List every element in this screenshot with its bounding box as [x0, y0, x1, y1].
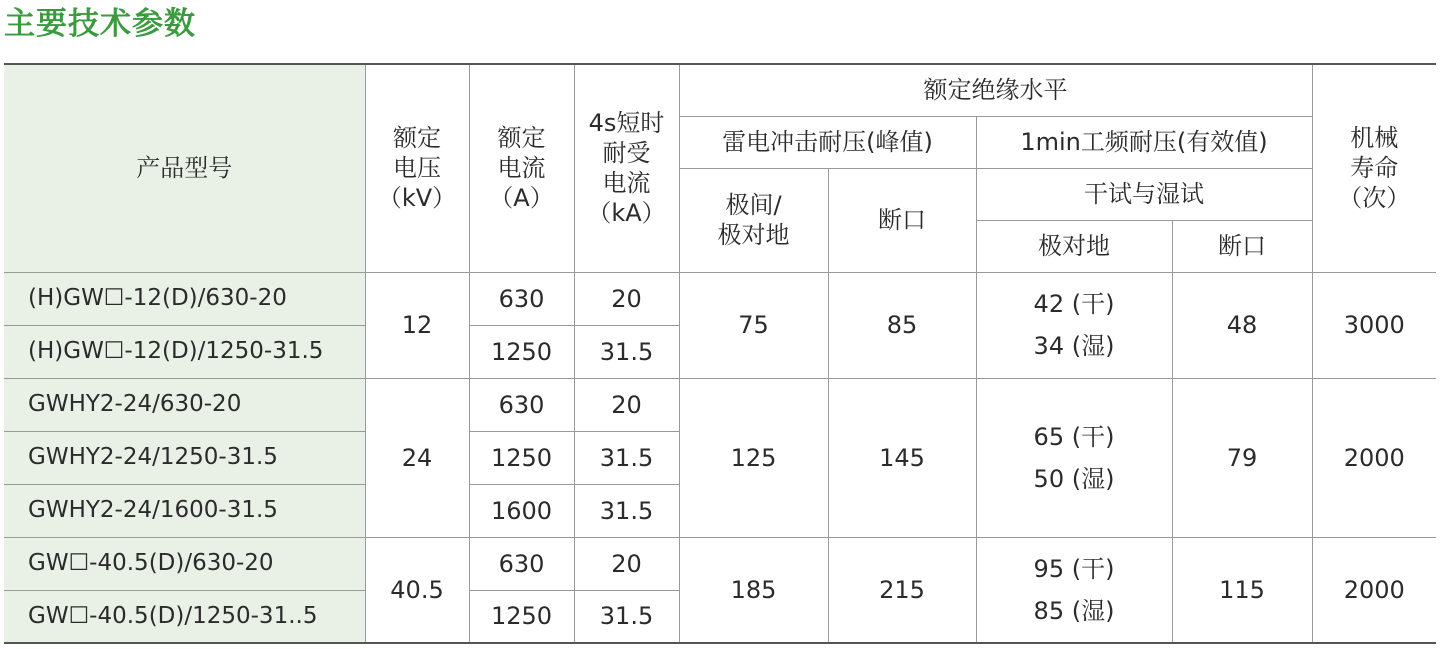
rated-current-cell: 1250	[469, 431, 574, 484]
lightning-pole-cell: 75	[679, 272, 828, 378]
short-time-current-cell: 31.5	[574, 431, 679, 484]
header-power-frequency: 1min工频耐压(有效值)	[976, 116, 1312, 168]
model-cell: GW☐-40.5(D)/1250-31..5	[4, 590, 365, 643]
lightning-break-cell: 145	[828, 378, 976, 537]
model-cell: GW☐-40.5(D)/630-20	[4, 537, 365, 590]
short-time-current-cell: 20	[574, 272, 679, 325]
lightning-break-cell: 215	[828, 537, 976, 643]
rated-current-cell: 1600	[469, 484, 574, 537]
spec-table	[4, 63, 1436, 644]
rated-current-cell: 630	[469, 272, 574, 325]
lightning-pole-cell: 185	[679, 537, 828, 643]
mech-life-cell: 3000	[1312, 272, 1436, 378]
short-time-current-cell: 20	[574, 378, 679, 431]
short-time-current-cell: 31.5	[574, 484, 679, 537]
rated-voltage-cell: 12	[365, 272, 469, 378]
pf-break-cell: 115	[1172, 537, 1312, 643]
header-mechanical-life: 机械 寿命 （次）	[1312, 64, 1436, 272]
pf-break-cell: 48	[1172, 272, 1312, 378]
header-insulation-level: 额定绝缘水平	[679, 64, 1312, 116]
pf-pole-cell: 42 (干) 34 (湿)	[976, 272, 1172, 378]
pf-break-cell: 79	[1172, 378, 1312, 537]
rated-current-cell: 630	[469, 537, 574, 590]
lightning-break-cell: 85	[828, 272, 976, 378]
header-model: 产品型号	[4, 64, 365, 272]
model-cell: (H)GW☐-12(D)/1250-31.5	[4, 325, 365, 378]
header-pole-to-earth-pf: 极对地	[976, 220, 1172, 272]
short-time-current-cell: 20	[574, 537, 679, 590]
header-rated-current: 额定 电流 （A）	[469, 64, 574, 272]
model-cell: GWHY2-24/1600-31.5	[4, 484, 365, 537]
page-title: 主要技术参数	[4, 6, 196, 42]
mech-life-cell: 2000	[1312, 537, 1436, 643]
rated-current-cell: 630	[469, 378, 574, 431]
pf-pole-cell: 95 (干) 85 (湿)	[976, 537, 1172, 643]
header-dry-wet: 干试与湿试	[976, 168, 1312, 220]
header-pole-to-earth-lightning: 极间/ 极对地	[679, 168, 828, 272]
rated-voltage-cell: 24	[365, 378, 469, 537]
rated-current-cell: 1250	[469, 590, 574, 643]
header-lightning-impulse: 雷电冲击耐压(峰值)	[679, 116, 976, 168]
model-cell: GWHY2-24/1250-31.5	[4, 431, 365, 484]
pf-pole-cell: 65 (干) 50 (湿)	[976, 378, 1172, 537]
short-time-current-cell: 31.5	[574, 590, 679, 643]
table-row	[4, 378, 1436, 431]
model-cell: GWHY2-24/630-20	[4, 378, 365, 431]
mech-life-cell: 2000	[1312, 378, 1436, 537]
rated-current-cell: 1250	[469, 325, 574, 378]
header-rated-voltage: 额定 电压 （kV）	[365, 64, 469, 272]
rated-voltage-cell: 40.5	[365, 537, 469, 643]
header-break-lightning: 断口	[828, 168, 976, 272]
header-break-pf: 断口	[1172, 220, 1312, 272]
model-cell: (H)GW☐-12(D)/630-20	[4, 272, 365, 325]
short-time-current-cell: 31.5	[574, 325, 679, 378]
lightning-pole-cell: 125	[679, 378, 828, 537]
header-short-time-current: 4s短时 耐受 电流 （kA）	[574, 64, 679, 272]
table-row	[4, 537, 1436, 590]
table-row	[4, 272, 1436, 325]
